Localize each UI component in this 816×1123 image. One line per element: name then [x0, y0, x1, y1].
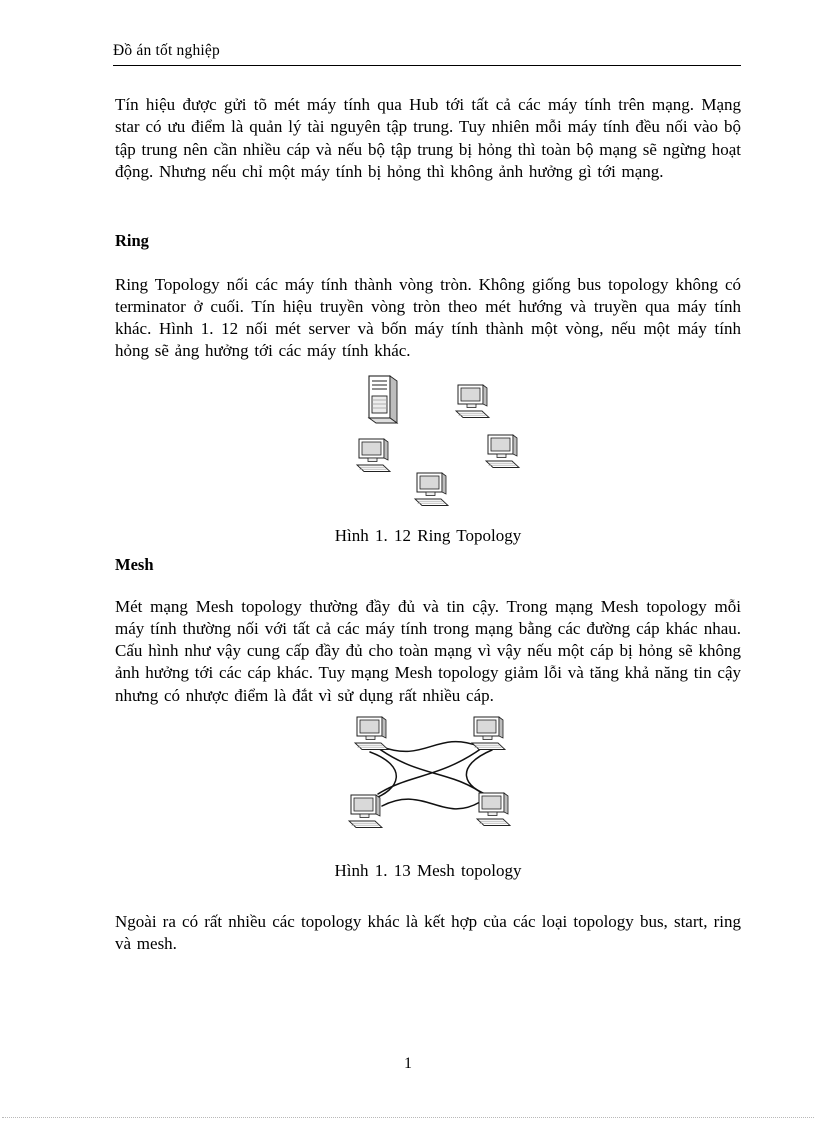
- document-header: Đồ án tốt nghiệp: [113, 42, 741, 66]
- figure-mesh-topology: [115, 716, 741, 843]
- page-bottom-rule: [2, 1117, 814, 1118]
- desktop-computer-icon: [472, 792, 514, 836]
- desktop-computer-icon: [352, 438, 394, 482]
- paragraph-intro: Tín hiệu được gửi tõ mét máy tính qua Hub tới tất cả các máy tính trên mạng. Mạng star có ưu điểm là quản lý tài nguyên tập trung. Tuy nhiên mỗi máy tính đều nối vào bộ tập trung nên cần nhiều cáp và nếu bộ tập trung bị hỏng thì toàn bộ mạng sẽ ngừng hoạt động. Nhưng nếu chỉ một máy tính bị hỏng thì không ảnh hưởng gì tới mạng.: [115, 95, 741, 181]
- paragraph-closing: Ngoài ra có rất nhiều các topology khác là kết hợp của các loại topology bus, start, ring và mesh.: [115, 912, 741, 954]
- figure-caption-ring: Hình 1. 12 Ring Topology: [334, 525, 522, 545]
- figure-caption-mesh: Hình 1. 13 Mesh topology: [334, 860, 522, 880]
- document-body: [115, 86, 741, 956]
- server-tower-icon: [363, 374, 403, 434]
- desktop-computer-icon: [481, 434, 523, 478]
- desktop-computer-icon: [350, 716, 392, 760]
- desktop-computer-icon: [344, 794, 386, 838]
- desktop-computer-icon: [410, 472, 452, 516]
- desktop-computer-icon: [467, 716, 509, 760]
- desktop-computer-icon: [451, 384, 493, 428]
- heading-ring: Ring: [115, 231, 149, 251]
- paragraph-mesh: Mét mạng Mesh topology thường đầy đủ và tin cậy. Trong mạng Mesh topology mỗi máy tính thường nối với tất cả các máy tính trong mạng bằng các đường cáp khác nhau. Cấu hình như vậy cung cấp đầy đủ cho toàn mạng vì vậy nếu một cáp bị hỏng sẽ không ảnh hưởng tới các cáp khác. Tuy mạng Mesh topology giảm lỗi và tăng khả năng tin cậy nhưng có nhược điểm là đắt vì sử dụng rất nhiều cáp.: [115, 596, 741, 705]
- heading-mesh: Mesh: [115, 555, 154, 574]
- page-number: 1: [404, 1055, 412, 1072]
- figure-ring-topology: [115, 374, 741, 512]
- paragraph-ring: Ring Topology nối các máy tính thành vòng tròn. Không giống bus topology không có terminator ở cuối. Tín hiệu truyền vòng tròn theo mét hướng và truyền qua máy tính khác. Hình 1. 12 nối mét server và bốn máy tính thành một vòng, nếu một máy tính hỏng sẽ ảng hưởng tới các máy tính khác.: [115, 274, 741, 361]
